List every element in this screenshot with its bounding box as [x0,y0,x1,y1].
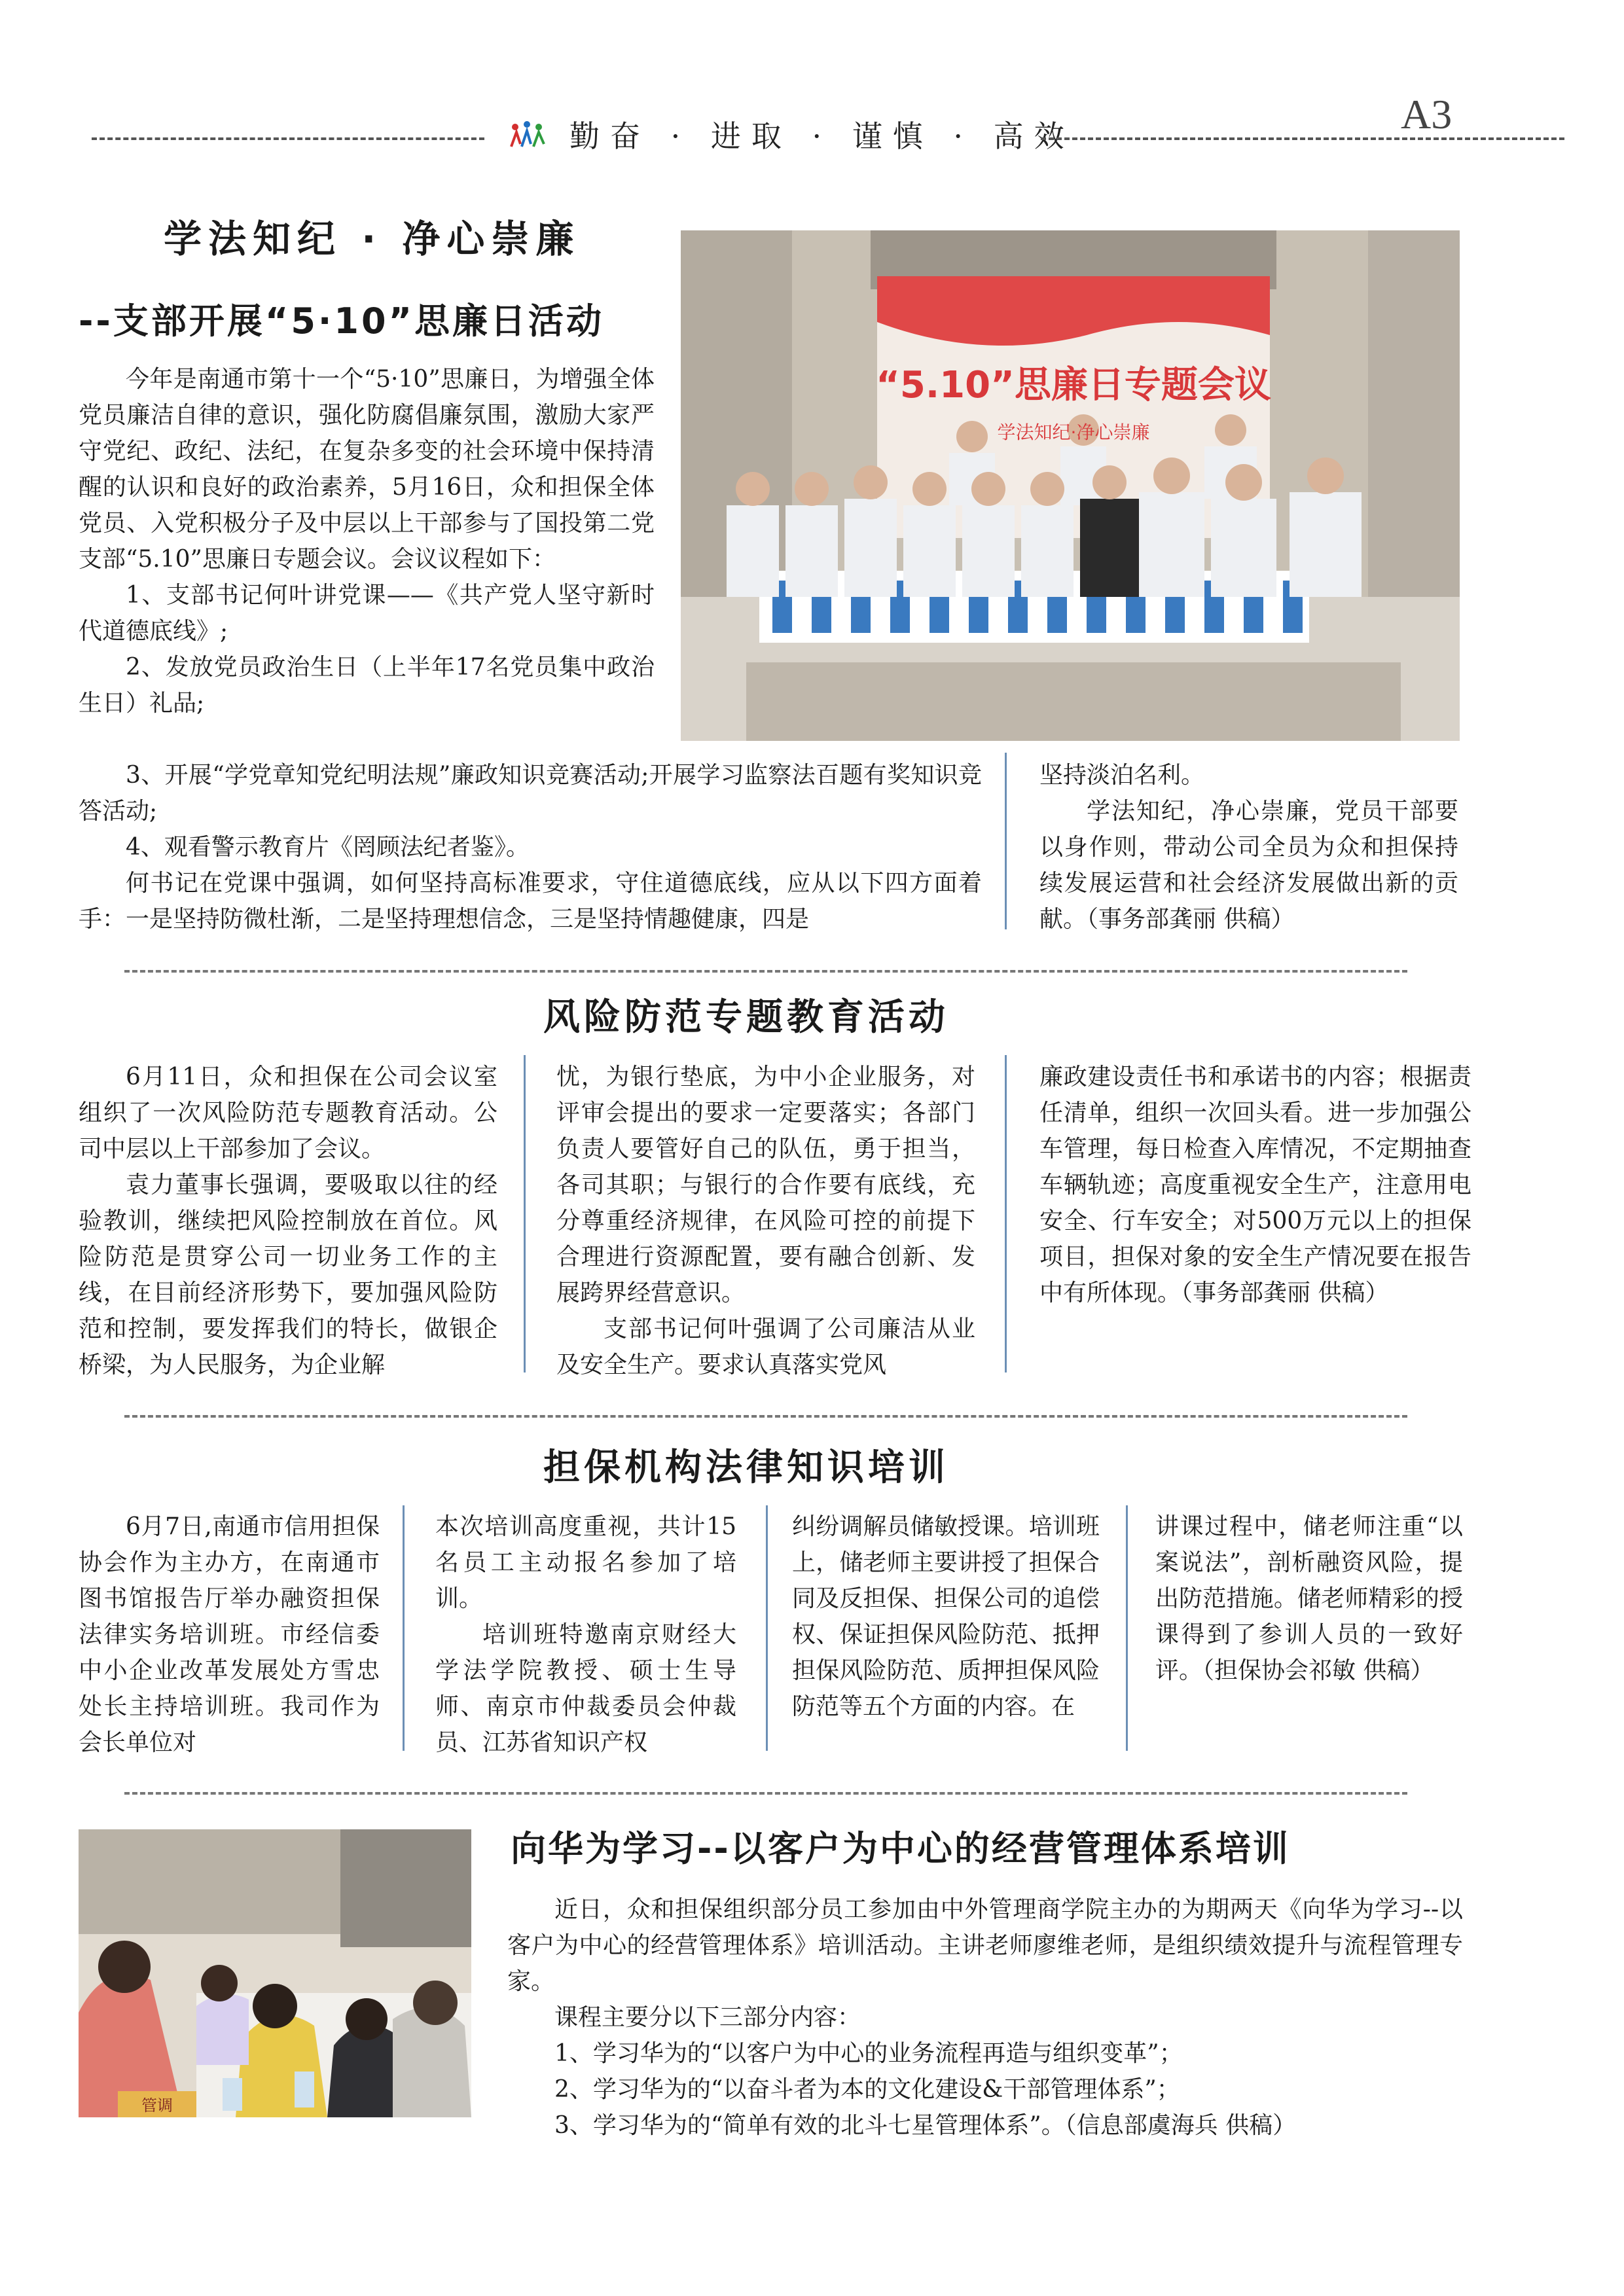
article1-agenda-4: 4、观看警示教育片《罔顾法纪者鉴》。 [126,834,530,861]
header-motto: 勤奋 · 进取 · 谨慎 · 高效 [569,118,1075,154]
page-number: A3 [1401,91,1453,137]
article2-column-2 [556,1059,975,1383]
article1-agenda-3: 3、开展“学党章知党纪明法规”廉政知识竞赛活动;开展学习监察法百题有奖知识竞答活动; [79,762,982,825]
article4-title: 向华为学习--以客户为中心的经营管理体系培训 [511,1828,1290,1869]
article4-item-1: 1、学习华为的“以客户为中心的业务流程再造与组织变革”； [554,2040,1183,2067]
article3-col2-paragraph-2: 培训班特邀南京财经大学法学院教授、硕士生导师、南京市仲裁委员会仲裁员、江苏省知识产权 [435,1621,736,1756]
article3-column-1 [79,1509,380,1761]
photo-banner-subtext: 学法知纪·净心崇廉 [997,422,1150,443]
article1-paragraph-7: 坚持淡泊名利。 [1039,762,1205,789]
article2-col3-paragraph-1: 廉政建设责任书和承诺书的内容；根据责任清单，组织一次回头看。进一步加强公车管理，每日检查入库情况，不定期抽查车辆轨迹；高度重视安全生产，注意用电安全、行车安全；对500万元以上的担保项目，担保对象的安全生产情况要在报告中有所体现。（事务部龚丽 供稿） [1039,1064,1471,1306]
section-divider-3 [124,1792,1407,1795]
article4-paragraph-2: 课程主要分以下三部分内容： [554,2004,861,2031]
article1-body [79,757,982,937]
section-divider-2 [124,1415,1407,1418]
article1-column-divider [1005,753,1007,929]
article2-col2-paragraph-2: 支部书记何叶强调了公司廉洁从业及安全生产。要求认真落实党风 [556,1316,975,1378]
article2-col2-paragraph-1: 忧，为银行垫底，为中小企业服务，对评审会提出的要求一定要落实；各部门负责人要管好自己的队伍，勇于担当，各司其职；与银行的合作要有底线，充分尊重经济规律，在风险可控的前提下合理进行资源配置，要有融合创新、发展跨界经营意识。 [556,1064,975,1306]
article1-subtitle: --支部开展“5·10”思廉日活动 [79,300,605,342]
article1-paragraph-1: 今年是南通市第十一个“5·10”思廉日，为增强全体党员廉洁自律的意识，强化防腐倡廉氛围，激励大家严守党纪、政纪、法纪，在复杂多变的社会环境中保持清醒的认识和良好的政治素养，5月16日，众和担保全体党员、入党积极分子及中层以上干部参与了国投第二党支部“5.10”思廉日专题会议。会议议程如下： [79,366,655,573]
article3-col2-paragraph-1: 本次培训高度重视，共计15名员工主动报名参加了培训。 [435,1513,736,1612]
article4-item-3: 3、学习华为的“简单有效的北斗七星管理体系”。（信息部虞海兵 供稿） [554,2112,1297,2139]
article3-column-3 [792,1509,1100,1725]
article1-paragraph-8: 学法知纪，净心崇廉，党员干部要以身作则，带动公司全员为众和担保持续发展运营和社会经济发展做出新的贡献。（事务部龚丽 供稿） [1039,798,1458,933]
article1-meeting-photo [681,230,1460,741]
article2-col1-paragraph-2: 袁力董事长强调，要吸取以往的经验教训，继续把风险控制放在首位。风险防范是贯穿公司一切业务工作的主线，在目前经济形势下，要加强风险防范和控制，要发挥我们的特长，做银企桥梁，为人民服务，为企业解 [79,1172,497,1378]
article4-paragraph-1: 近日，众和担保组织部分员工参加由中外管理商学院主办的为期两天《向华为学习--以客户为中心的经营管理体系》培训活动。主讲老师廖维老师，是组织绩效提升与流程管理专家。 [507,1896,1463,1995]
article1-title: 学法知纪 · 净心崇廉 [164,217,581,261]
article2-column-1 [79,1059,497,1383]
article3-divider-1 [403,1505,405,1751]
article3-col4-paragraph: 讲课过程中，储老师注重“以案说法”，剖析融资风险，提出防范措施。储老师精彩的授课得到了参训人员的一致好评。（担保协会祁敏 供稿） [1155,1513,1463,1684]
training-photo-image [79,1829,471,2117]
article1-right-column [1039,757,1458,937]
article4-training-photo [79,1829,471,2117]
article4-body [507,1892,1463,2144]
header-divider-left [92,137,484,140]
article2-divider-1 [524,1055,526,1372]
page-header [92,91,1460,170]
header-divider-right [1041,137,1564,140]
article3-col3-paragraph: 纠纷调解员储敏授课。培训班上，储老师主要讲授了担保合同及反担保、担保公司的追偿权、保证担保风险防范、抵押担保风险防范、质押担保风险防范等五个方面的内容。在 [792,1513,1100,1720]
article2-divider-2 [1005,1055,1007,1372]
article2-column-3 [1039,1059,1471,1311]
article4-item-2: 2、学习华为的“以奋斗者为本的文化建设&干部管理体系”； [554,2076,1180,2103]
article1-agenda-2: 2、发放党员政治生日（上半年17名党员集中政治生日）礼品; [79,654,655,717]
meeting-photo-image [681,230,1460,741]
section-divider-1 [124,970,1407,973]
article1-agenda-1: 1、支部书记何叶讲党课——《共产党人坚守新时代道德底线》; [79,582,655,645]
article3-column-4 [1155,1509,1463,1689]
article2-col1-paragraph-1: 6月11日，众和担保在公司会议室组织了一次风险防范专题教育活动。公司中层以上干部参加了会议。 [79,1064,497,1162]
article2-title: 风险防范专题教育活动 [543,996,949,1039]
photo-table-label: 管调 [141,2096,173,2115]
company-logo-icon [507,118,547,151]
article1-paragraph-6: 何书记在党课中强调，如何坚持高标准要求，守住道德底线，应从以下四方面着手：一是坚持防微杜渐，二是坚持理想信念，三是坚持情趣健康，四是 [79,870,982,933]
article3-column-2 [435,1509,736,1761]
photo-banner-text: “5.10”思廉日专题会议 [876,364,1271,406]
article3-divider-2 [766,1505,768,1751]
article3-title: 担保机构法律知识培训 [543,1446,949,1489]
article3-col1-paragraph: 6月7日,南通市信用担保协会作为主办方，在南通市图书馆报告厅举办融资担保法律实务培训班。市经信委中小企业改革发展处方雪忠处长主持培训班。我司作为会长单位对 [79,1513,380,1756]
article3-divider-3 [1126,1505,1128,1751]
article1-intro [79,361,655,721]
